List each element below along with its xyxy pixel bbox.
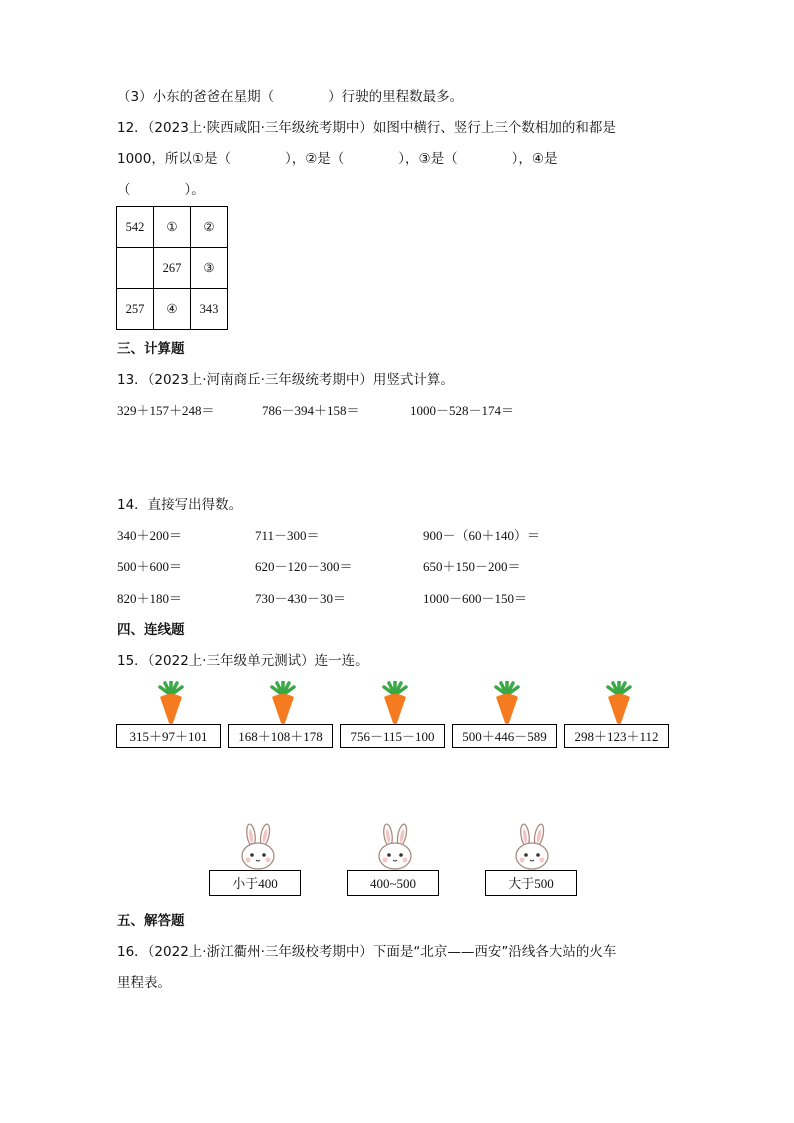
q13-title: 13．（2023上·河南商丘·三年级统考期中）用竖式计算。 [117, 372, 454, 388]
carrot-expression-box[interactable] [564, 724, 669, 748]
rabbit-range-box[interactable] [347, 870, 439, 896]
q14-item: 1000－600－150＝ [423, 591, 528, 606]
number-grid [116, 206, 228, 330]
carrot-expression-box[interactable] [340, 724, 445, 748]
grid-cell: 267 [154, 248, 191, 289]
carrot-expression-box[interactable] [116, 724, 221, 748]
section-heading-calculation: 三、计算题 [117, 341, 185, 357]
grid-cell [117, 248, 154, 289]
q14-title: 14．直接写出得数。 [117, 497, 243, 513]
rabbit-range-box[interactable] [209, 870, 301, 896]
carrot-icon [379, 681, 411, 725]
rabbit-range-label: 小于400 [232, 876, 278, 891]
q14-item: 820＋180＝ [117, 591, 183, 606]
q14-item: 650＋150－200＝ [423, 559, 521, 574]
carrot-expression: 168＋108＋178 [238, 729, 323, 744]
carrot-icon [267, 681, 299, 725]
q13-item: 329＋157＋248＝ [117, 403, 215, 418]
carrot-expression: 315＋97＋101 [129, 729, 208, 744]
section-heading-solutions: 五、解答题 [117, 913, 185, 929]
carrot-expression: 500＋446－589 [462, 729, 547, 744]
carrot-icon [603, 681, 635, 725]
q14-item: 730－430－30＝ [255, 591, 347, 606]
q14-item: 340＋200＝ [117, 528, 183, 543]
rabbit-range-label: 400~500 [369, 876, 417, 891]
carrot-expression-box[interactable] [228, 724, 333, 748]
carrot-expression-box[interactable] [452, 724, 557, 748]
section-heading-matching: 四、连线题 [117, 622, 185, 638]
rabbit-icon [510, 822, 554, 870]
q12-line2: 1000，所以①是（ ），②是（ ），③是（ ），④是 [117, 151, 558, 167]
q13-item: 786－394＋158＝ [262, 403, 360, 418]
q14-item: 900－（60＋140）＝ [423, 528, 541, 543]
rabbit-range-box[interactable] [485, 870, 577, 896]
q13-item: 1000－528－174＝ [410, 403, 515, 418]
carrot-icon [491, 681, 523, 725]
grid-cell: 257 [117, 289, 154, 330]
q12-line1: 12．（2023上·陕西咸阳·三年级统考期中）如图中横行、竖行上三个数相加的和都是 [117, 120, 616, 136]
q16-line2: 里程表。 [117, 975, 171, 991]
q14-item: 500＋600＝ [117, 559, 183, 574]
q16-line1: 16．（2022上·浙江衢州·三年级校考期中）下面是“北京——西安”沿线各大站的火车 [117, 944, 617, 960]
carrot-expression: 298＋123＋112 [574, 729, 659, 744]
carrot-expression: 756－115－100 [350, 729, 435, 744]
grid-cell: ④ [154, 289, 191, 330]
grid-cell: ② [191, 207, 228, 248]
grid-cell: 542 [117, 207, 154, 248]
q11-sub3: （3）小东的爸爸在星期（ ）行驶的里程数最多。 [117, 89, 464, 105]
rabbit-icon [236, 822, 280, 870]
grid-cell: 343 [191, 289, 228, 330]
rabbit-icon [373, 822, 417, 870]
rabbit-range-label: 大于500 [508, 876, 554, 891]
carrot-icon [155, 681, 187, 725]
q15-title: 15．（2022上·三年级单元测试）连一连。 [117, 653, 369, 669]
q14-item: 711－300＝ [255, 528, 320, 543]
grid-cell: ① [154, 207, 191, 248]
q14-item: 620－120－300＝ [255, 559, 353, 574]
q12-line3: （ ）。 [117, 182, 205, 198]
grid-cell: ③ [191, 248, 228, 289]
